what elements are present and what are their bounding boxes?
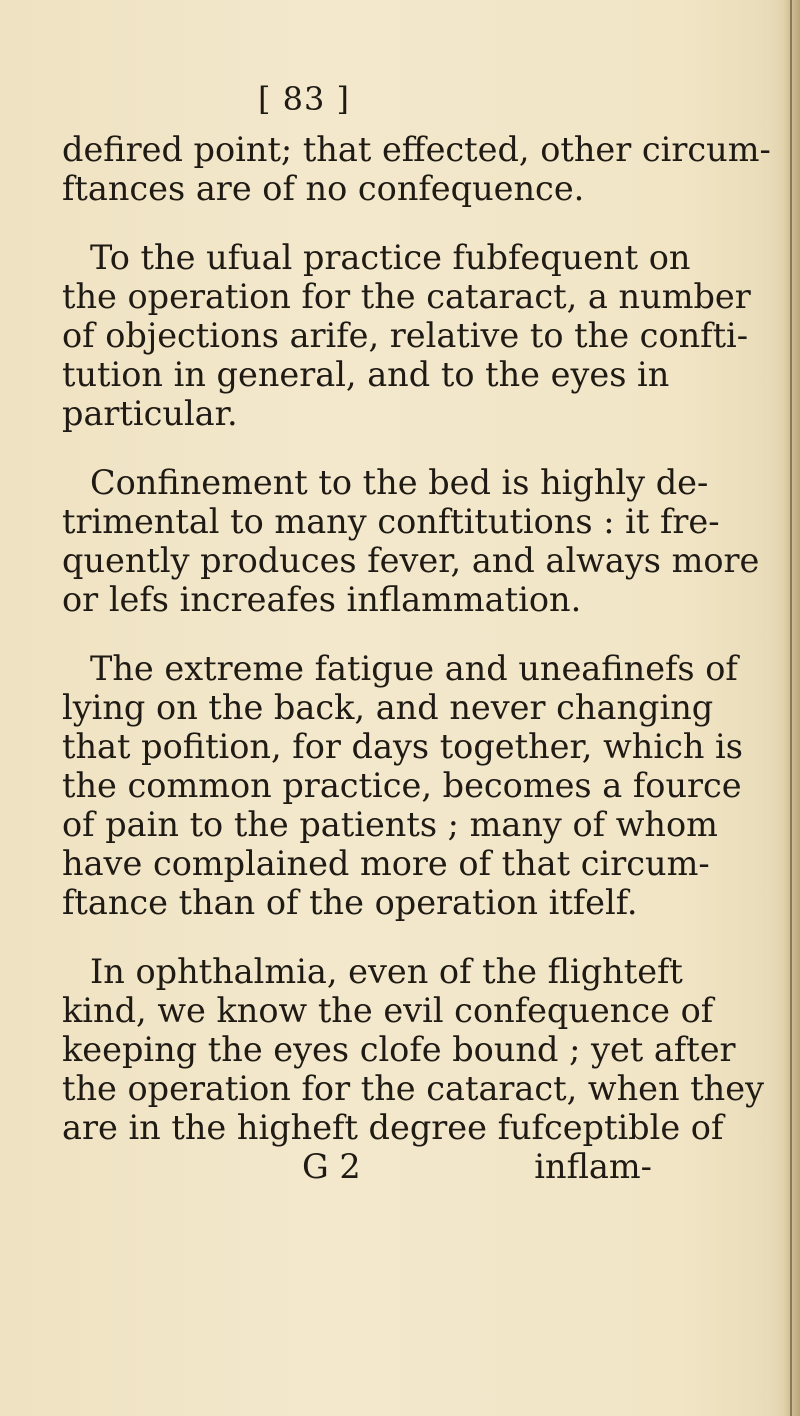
- text-line: particular.: [62, 394, 238, 433]
- text-line: quently produces fever, and always more: [62, 541, 760, 580]
- text-line: ftance than of the operation itfelf.: [62, 883, 638, 922]
- page-number-header: [ 83 ]: [258, 80, 351, 118]
- page-footer: [62, 1147, 652, 1186]
- text-line: defired point; that effected, other circum-: [62, 130, 771, 169]
- text-line: ftances are of no confequence.: [62, 169, 585, 208]
- text-line: In ophthalmia, even of the flighteft: [90, 952, 683, 991]
- catchword: inflam-: [534, 1147, 652, 1186]
- text-line: the operation for the cataract, a number: [62, 277, 751, 316]
- text-line: the common practice, becomes a fource: [62, 766, 742, 805]
- text-line: of objections arife, relative to the confti-: [62, 316, 749, 355]
- text-line: trimental to many conftitutions : it fre-: [62, 502, 720, 541]
- text-line: lying on the back, and never changing: [62, 688, 714, 727]
- binding-shadow-line: [790, 0, 792, 1416]
- text-line: kind, we know the evil confequence of: [62, 991, 714, 1030]
- text-line: tution in general, and to the eyes in: [62, 355, 670, 394]
- text-line: are in the higheft degree fufceptible of: [62, 1108, 724, 1147]
- text-line: or lefs increafes inflammation.: [62, 580, 582, 619]
- body-text: [62, 130, 771, 1186]
- text-line: of pain to the patients ; many of whom: [62, 805, 718, 844]
- text-line: keeping the eyes clofe bound ; yet after: [62, 1030, 736, 1069]
- signature-mark: G 2: [302, 1147, 361, 1186]
- text-line: Confinement to the bed is highly de-: [90, 463, 709, 502]
- text-line: The extreme fatigue and uneafinefs of: [90, 649, 738, 688]
- text-line: To the ufual practice fubfequent on: [90, 238, 691, 277]
- text-line: that pofition, for days together, which is: [62, 727, 743, 766]
- text-line: the operation for the cataract, when they: [62, 1069, 765, 1108]
- text-line: have complained more of that circum-: [62, 844, 710, 883]
